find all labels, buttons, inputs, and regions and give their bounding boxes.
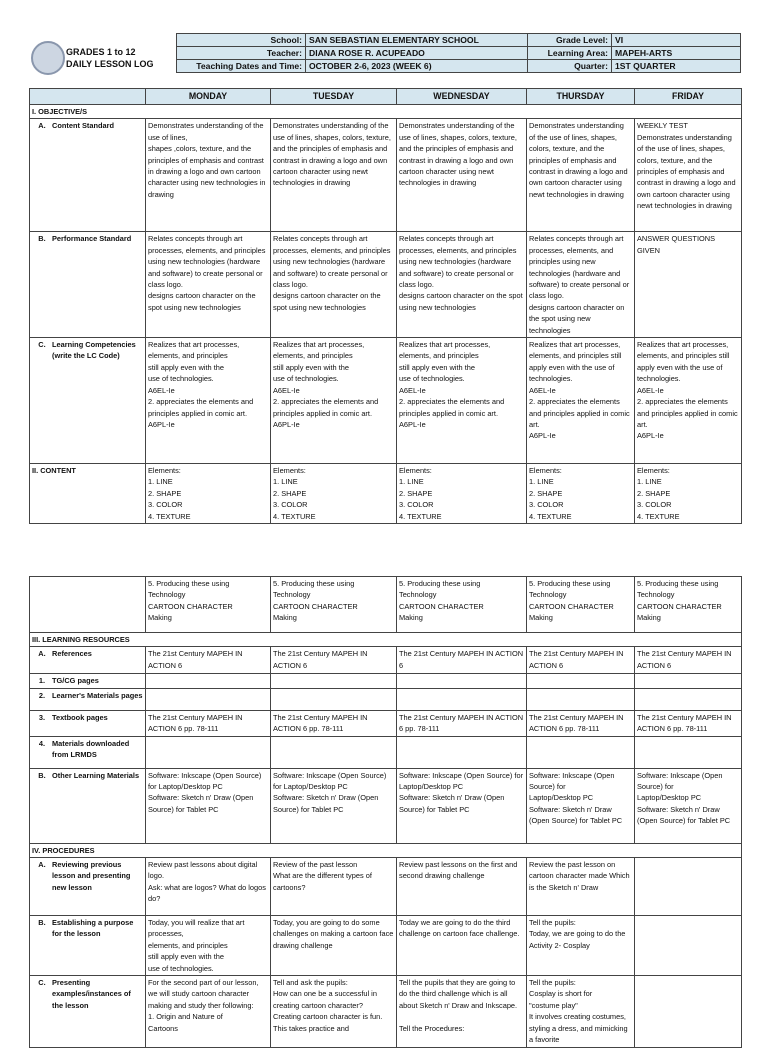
cell-continued-thursday: 5. Producing these using Technology CARTOON CHARACTER Making [527,577,635,633]
cell-other-learning-materials-thursday: Software: Inkscape (Open Source) for Laptop/Desktop PC Software: Sketch n' Draw (Open Source) for Tablet PC [527,768,635,843]
lesson-row [30,232,742,338]
cell-references-tuesday: The 21st Century MAPEH IN ACTION 6 [271,647,397,674]
cell-performance-standard-monday: Relates concepts through art processes, elements, and principles using new technologies (hardware and software) to create personal or class logo. designs cartoon character on the spot using new technologies [146,232,271,338]
cell-tg-cg-pages-friday [635,674,742,688]
deped-seal-icon [31,41,65,75]
cell-tg-cg-pages-tuesday [271,674,397,688]
cell-reviewing-previous-lesson-and-presenting-new-lesson-tuesday: Review of the past lesson What are the different types of cartoons? [271,858,397,916]
cell-performance-standard-wednesday: Relates concepts through art processes, elements, and principles using new technologies (hardware and software) to create personal or class logo. designs cartoon character on the spot using new technologies [397,232,527,338]
cell-other-learning-materials-wednesday: Software: Inkscape (Open Source) for Laptop/Desktop PC Software: Sketch n' Draw (Open Source) for Tablet PC [397,768,527,843]
school-label: School: [177,34,306,47]
deped-seal [31,41,65,75]
section-title: II. CONTENT [32,466,76,476]
lesson-row [30,647,742,674]
day-header-friday: FRIDAY [635,89,742,105]
row-number: C. [38,978,46,988]
cell-continued-friday: 5. Producing these using Technology CARTOON CHARACTER Making [635,577,742,633]
cell-reviewing-previous-lesson-and-presenting-new-lesson-friday [635,858,742,916]
row-label-text: Presenting examples/instances of the lesson [52,978,131,1010]
cell-learner-s-materials-pages-tuesday [271,688,397,710]
day-header-thursday: THURSDAY [527,89,635,105]
cell-textbook-pages-friday: The 21st Century MAPEH IN ACTION 6 pp. 78-111 [635,710,742,736]
lesson-row [30,843,742,857]
row-label-performance-standard [30,232,146,338]
section-title: I. OBJECTIVE/S [32,107,88,116]
cell-ii-content-wednesday: Elements: 1. LINE 2. SHAPE 3. COLOR 4. TEXTURE [397,464,527,524]
teaching-dates-value: OCTOBER 2-6, 2023 (WEEK 6) [306,60,528,73]
row-label-text: Establishing a purpose for the lesson [52,918,134,939]
teaching-dates-label: Teaching Dates and Time: [177,60,306,73]
cell-content-standard-monday: Demonstrates understanding of the use of lines, shapes ,colors, texture, and the principles of emphasis and contrast in drawing a logo and own cartoon character using new technologies in drawing [146,119,271,232]
cell-continued-tuesday: 5. Producing these using Technology CARTOON CHARACTER Making [271,577,397,633]
cell-textbook-pages-thursday: The 21st Century MAPEH IN ACTION 6 pp. 78-111 [527,710,635,736]
quarter-value: 1ST QUARTER [612,60,741,73]
grade-level-value: VI [612,34,741,47]
cell-presenting-examples-instances-of-the-lesson-tuesday: Tell and ask the pupils: How can one be a successful in creating cartoon character? Creating cartoon character is fun. This takes practice and [271,976,397,1047]
cell-content-standard-thursday: Demonstrates understanding of the use of lines, shapes, colors, texture, and the principles of emphasis and contrast in drawing a logo and own cartoon character using newt technologies in drawing [527,119,635,232]
row-label-continued [30,577,146,633]
cell-learning-competencies-write-the-lc-code-monday: Realizes that art processes, elements, and principles still apply even with the use of technologies. A6EL-Ie 2. appreciates the elements and principles applied in comic art. A6PL-Ie [146,338,271,464]
cell-other-learning-materials-monday: Software: Inkscape (Open Source) for Laptop/Desktop PC Software: Sketch n' Draw (Open Source) for Tablet PC [146,768,271,843]
row-label-other-learning-materials [30,768,146,843]
row-number: B. [38,234,46,244]
cell-materials-downloaded-from-lrmds-tuesday [271,736,397,768]
lesson-row [30,633,742,647]
cell-establishing-a-purpose-for-the-lesson-tuesday: Today, you are going to do some challenges on making a cartoon face drawing challenge [271,916,397,976]
cell-materials-downloaded-from-lrmds-friday [635,736,742,768]
row-number: B. [38,918,46,928]
cell-ii-content-thursday: Elements: 1. LINE 2. SHAPE 3. COLOR 4. TEXTURE [527,464,635,524]
row-label-content-standard [30,119,146,232]
log-title-line2: DAILY LESSON LOG [66,59,154,69]
cell-learner-s-materials-pages-friday [635,688,742,710]
row-label-text: Learning Competencies (write the LC Code) [52,340,136,361]
cell-establishing-a-purpose-for-the-lesson-thursday: Tell the pupils: Today, we are going to do the Activity 2- Cosplay [527,916,635,976]
teacher-label: Teacher: [177,47,306,60]
row-number: A. [38,860,46,870]
cell-textbook-pages-wednesday: The 21st Century MAPEH IN ACTION 6 pp. 78-111 [397,710,527,736]
cell-establishing-a-purpose-for-the-lesson-friday [635,916,742,976]
lesson-row [30,577,742,633]
cell-references-thursday: The 21st Century MAPEH IN ACTION 6 [527,647,635,674]
row-number: 1. [38,676,46,686]
row-number: A. [38,121,46,131]
log-title [66,46,154,70]
cell-textbook-pages-tuesday: The 21st Century MAPEH IN ACTION 6 pp. 78-111 [271,710,397,736]
row-label-text: Learner's Materials pages [52,690,143,700]
row-label-learner-s-materials-pages [30,688,146,710]
row-label-iv-procedures [30,843,742,857]
cell-establishing-a-purpose-for-the-lesson-monday: Today, you will realize that art processes, elements, and principles still apply even with the use of technologies. [146,916,271,976]
lesson-log-table-part1 [29,88,742,524]
cell-learner-s-materials-pages-monday [146,688,271,710]
row-number: 4. [38,738,46,748]
day-header-wednesday: WEDNESDAY [397,89,527,105]
day-header-tuesday: TUESDAY [271,89,397,105]
cell-performance-standard-thursday: Relates concepts through art processes, elements, and principles using new technologies (hardware and software) to create personal or class logo. designs cartoon character on the spot using new technologies [527,232,635,338]
quarter-label: Quarter: [528,60,612,73]
lesson-row [30,710,742,736]
grade-level-label: Grade Level: [528,34,612,47]
cell-references-friday: The 21st Century MAPEH IN ACTION 6 [635,647,742,674]
lesson-log-table-part2 [29,576,742,1048]
row-label-presenting-examples-instances-of-the-lesson [30,976,146,1047]
cell-reviewing-previous-lesson-and-presenting-new-lesson-wednesday: Review past lessons on the first and second drawing challenge [397,858,527,916]
row-number: 3. [38,712,46,722]
lesson-row [30,105,742,119]
cell-other-learning-materials-tuesday: Software: Inkscape (Open Source) for Laptop/Desktop PC Software: Sketch n' Draw (Open Source) for Tablet PC [271,768,397,843]
lesson-row [30,338,742,464]
section-title: III. LEARNING RESOURCES [32,635,130,644]
row-label-iii-learning-resources [30,633,742,647]
row-label-tg-cg-pages [30,674,146,688]
lesson-row [30,464,742,524]
cell-textbook-pages-monday: The 21st Century MAPEH IN ACTION 6 pp. 78-111 [146,710,271,736]
cell-ii-content-monday: Elements: 1. LINE 2. SHAPE 3. COLOR 4. TEXTURE [146,464,271,524]
lesson-row [30,736,742,768]
row-label-materials-downloaded-from-lrmds [30,736,146,768]
cell-presenting-examples-instances-of-the-lesson-wednesday: Tell the pupils that they are going to do the third challenge which is all about Sketch n' Draw and Inkscape. Tell the Procedures: [397,976,527,1047]
header-info-table [176,33,741,73]
row-label-text: Materials downloaded from LRMDS [52,738,130,760]
learning-area-label: Learning Area: [528,47,612,60]
cell-learning-competencies-write-the-lc-code-tuesday: Realizes that art processes, elements, and principles still apply even with the use of technologies. A6EL-Ie 2. appreciates the elements and principles applied in comic art. A6PL-Ie [271,338,397,464]
row-number: 2. [38,690,46,700]
row-number: A. [38,649,46,659]
cell-references-wednesday: The 21st Century MAPEH IN ACTION 6 [397,647,527,674]
cell-reviewing-previous-lesson-and-presenting-new-lesson-thursday: Review the past lesson on cartoon character made Which is the Sketch n' Draw [527,858,635,916]
row-number: C. [38,340,46,350]
cell-presenting-examples-instances-of-the-lesson-monday: For the second part of our lesson, we will study cartoon character making and study ther following: 1. Origin and Nature of Cartoons [146,976,271,1047]
cell-learning-competencies-write-the-lc-code-thursday: Realizes that art processes, elements, and principles still apply even with the use of technologies. A6EL-Ie 2. appreciates the elements and principles applied in comic art. A6PL-Ie [527,338,635,464]
lesson-row [30,674,742,688]
corner-cell [30,89,146,105]
learning-area-value: MAPEH-ARTS [612,47,741,60]
cell-content-standard-friday: WEEKLY TEST Demonstrates understanding of the use of lines, shapes, colors, texture, and the principles of emphasis and contrast in drawing a logo and own cartoon character using newt technologies in drawing [635,119,742,232]
cell-ii-content-friday: Elements: 1. LINE 2. SHAPE 3. COLOR 4. TEXTURE [635,464,742,524]
row-label-text: Other Learning Materials [52,770,140,780]
cell-learning-competencies-write-the-lc-code-wednesday: Realizes that art processes, elements, and principles still apply even with the use of technologies. A6EL-Ie 2. appreciates the elements and principles applied in comic art. A6PL-Ie [397,338,527,464]
cell-continued-wednesday: 5. Producing these using Technology CARTOON CHARACTER Making [397,577,527,633]
section-title: IV. PROCEDURES [32,845,95,855]
cell-reviewing-previous-lesson-and-presenting-new-lesson-monday: Review past lessons about digital logo. Ask: what are logos? What do logos do? [146,858,271,916]
cell-materials-downloaded-from-lrmds-wednesday [397,736,527,768]
lesson-row [30,858,742,916]
cell-learning-competencies-write-the-lc-code-friday: Realizes that art processes, elements, and principles still apply even with the use of technologies. A6EL-Ie 2. appreciates the elements and principles applied in comic art. A6PL-Ie [635,338,742,464]
cell-learner-s-materials-pages-wednesday [397,688,527,710]
row-label-textbook-pages [30,710,146,736]
cell-learner-s-materials-pages-thursday [527,688,635,710]
row-label-ii-content [30,464,146,524]
row-label-text: Reviewing previous lesson and presenting new lesson [52,860,131,892]
cell-tg-cg-pages-thursday [527,674,635,688]
cell-presenting-examples-instances-of-the-lesson-thursday: Tell the pupils: Cosplay is short for "costume play" It involves creating costumes, styling a dress, and mimicking a favorite [527,976,635,1047]
row-label-text: TG/CG pages [52,676,99,686]
cell-content-standard-wednesday: Demonstrates understanding of the use of lines, shapes, colors, texture, and the principles of emphasis and contrast in drawing a logo and own cartoon character using newt technologies in drawing [397,119,527,232]
cell-other-learning-materials-friday: Software: Inkscape (Open Source) for Laptop/Desktop PC Software: Sketch n' Draw (Open Source) for Tablet PC [635,768,742,843]
lesson-row [30,688,742,710]
row-label-text: References [52,649,92,659]
cell-presenting-examples-instances-of-the-lesson-friday [635,976,742,1047]
row-label-text: Content Standard [52,121,114,131]
school-value: SAN SEBASTIAN ELEMENTARY SCHOOL [306,34,528,47]
cell-references-monday: The 21st Century MAPEH IN ACTION 6 [146,647,271,674]
row-label-text: Performance Standard [52,234,132,244]
cell-tg-cg-pages-monday [146,674,271,688]
lesson-row [30,976,742,1047]
row-label-learning-competencies-write-the-lc-code [30,338,146,464]
cell-materials-downloaded-from-lrmds-thursday [527,736,635,768]
row-label-text: Textbook pages [52,712,108,722]
cell-continued-monday: 5. Producing these using Technology CARTOON CHARACTER Making [146,577,271,633]
cell-performance-standard-friday: ANSWER QUESTIONS GIVEN [635,232,742,338]
day-header-monday: MONDAY [146,89,271,105]
row-label-references [30,647,146,674]
log-title-line1: GRADES 1 to 12 [66,47,136,57]
lesson-row [30,768,742,843]
cell-establishing-a-purpose-for-the-lesson-wednesday: Today we are going to do the third challenge on cartoon face challenge. [397,916,527,976]
row-label-i-objective-s [30,105,742,119]
row-label-establishing-a-purpose-for-the-lesson [30,916,146,976]
cell-performance-standard-tuesday: Relates concepts through art processes, elements, and principles using new technologies (hardware and software) to create personal or class logo. designs cartoon character on the spot using new technologies [271,232,397,338]
row-number: B. [38,770,46,780]
cell-content-standard-tuesday: Demonstrates understanding of the use of lines, shapes, colors, texture, and the principles of emphasis and contrast in drawing a logo and own cartoon character using newt technologies in drawing [271,119,397,232]
row-label-reviewing-previous-lesson-and-presenting-new-lesson [30,858,146,916]
lesson-row [30,119,742,232]
lesson-row [30,916,742,976]
cell-tg-cg-pages-wednesday [397,674,527,688]
cell-materials-downloaded-from-lrmds-monday [146,736,271,768]
cell-ii-content-tuesday: Elements: 1. LINE 2. SHAPE 3. COLOR 4. TEXTURE [271,464,397,524]
teacher-value: DIANA ROSE R. ACUPEADO [306,47,528,60]
